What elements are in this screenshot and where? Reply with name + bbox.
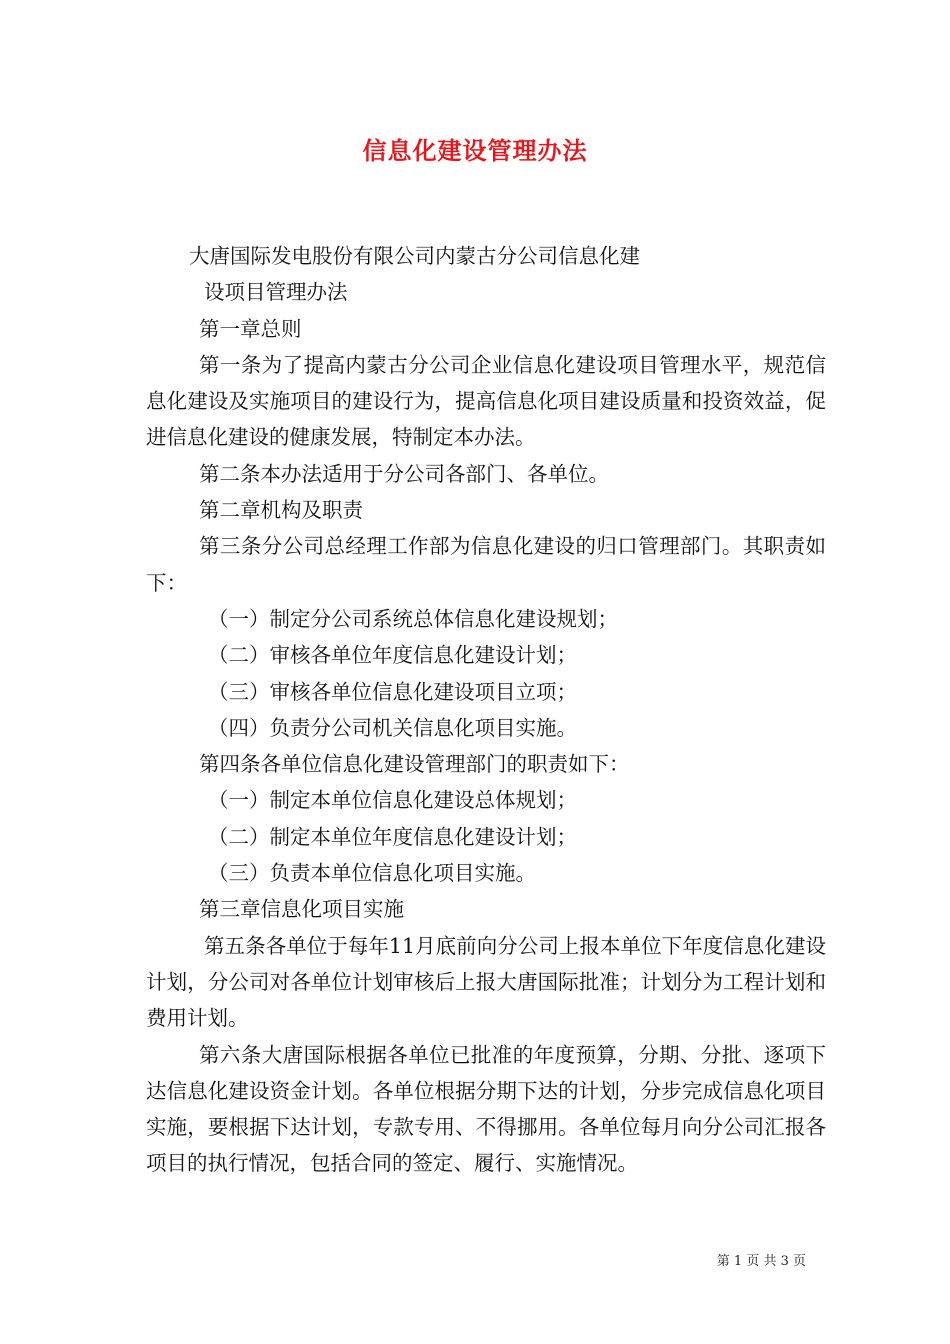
- page-number-footer: 第 1 页 共 3 页: [716, 1254, 806, 1269]
- chapter-heading-1: 第一章总则: [199, 316, 302, 341]
- article-5: 第五条各单位于每年11月底前向分公司上报本单位下年度信息化建设计划，分公司对各单位计划审核后上报大唐国际批准；计划分为工程计划和费用计划。: [146, 933, 826, 1031]
- article-4-item-2: （二）制定本单位年度信息化建设计划；: [208, 824, 577, 849]
- article-3-item-1: （一）制定分公司系统总体信息化建设规划；: [208, 606, 618, 631]
- chapter-heading-2: 第二章机构及职责: [199, 498, 363, 523]
- paragraph-subtitle-line1: 大唐国际发电股份有限公司内蒙古分公司信息化建: [189, 244, 640, 268]
- article-6: 第六条大唐国际根据各单位已批准的年度预算，分期、分批、逐项下达信息化建设资金计划。各单位根据分期下达的计划，分步完成信息化项目实施，要根据下达计划，专款专用、不得挪用。各单位每月向分公司汇报各项目的执行情况，包括合同的签定、履行、实施情况。: [146, 1042, 826, 1176]
- article-1: 第一条为了提高内蒙古分公司企业信息化建设项目管理水平，规范信息化建设及实施项目的建设行为，提高信息化项目建设质量和投资效益，促进信息化建设的健康发展，特制定本办法。: [146, 352, 826, 450]
- article-4: 第四条各单位信息化建设管理部门的职责如下：: [199, 752, 630, 777]
- article-3-item-3: （三）审核各单位信息化建设项目立项；: [208, 679, 577, 704]
- article-4-item-3: （三）负责本单位信息化项目实施。: [208, 861, 536, 886]
- document-title: 信息化建设管理办法: [362, 137, 588, 165]
- article-3: 第三条分公司总经理工作部为信息化建设的归口管理部门。其职责如下：: [146, 534, 826, 595]
- article-2: 第二条本办法适用于分公司各部门、各单位。: [199, 461, 609, 486]
- article-3-item-2: （二）审核各单位年度信息化建设计划；: [208, 643, 577, 668]
- article-4-item-1: （一）制定本单位信息化建设总体规划；: [208, 788, 577, 813]
- article-3-item-4: （四）负责分公司机关信息化项目实施。: [208, 715, 577, 740]
- chapter-heading-3: 第三章信息化项目实施: [199, 897, 404, 922]
- document-body: [146, 238, 826, 1182]
- paragraph-subtitle-line2: 设项目管理办法: [204, 280, 348, 305]
